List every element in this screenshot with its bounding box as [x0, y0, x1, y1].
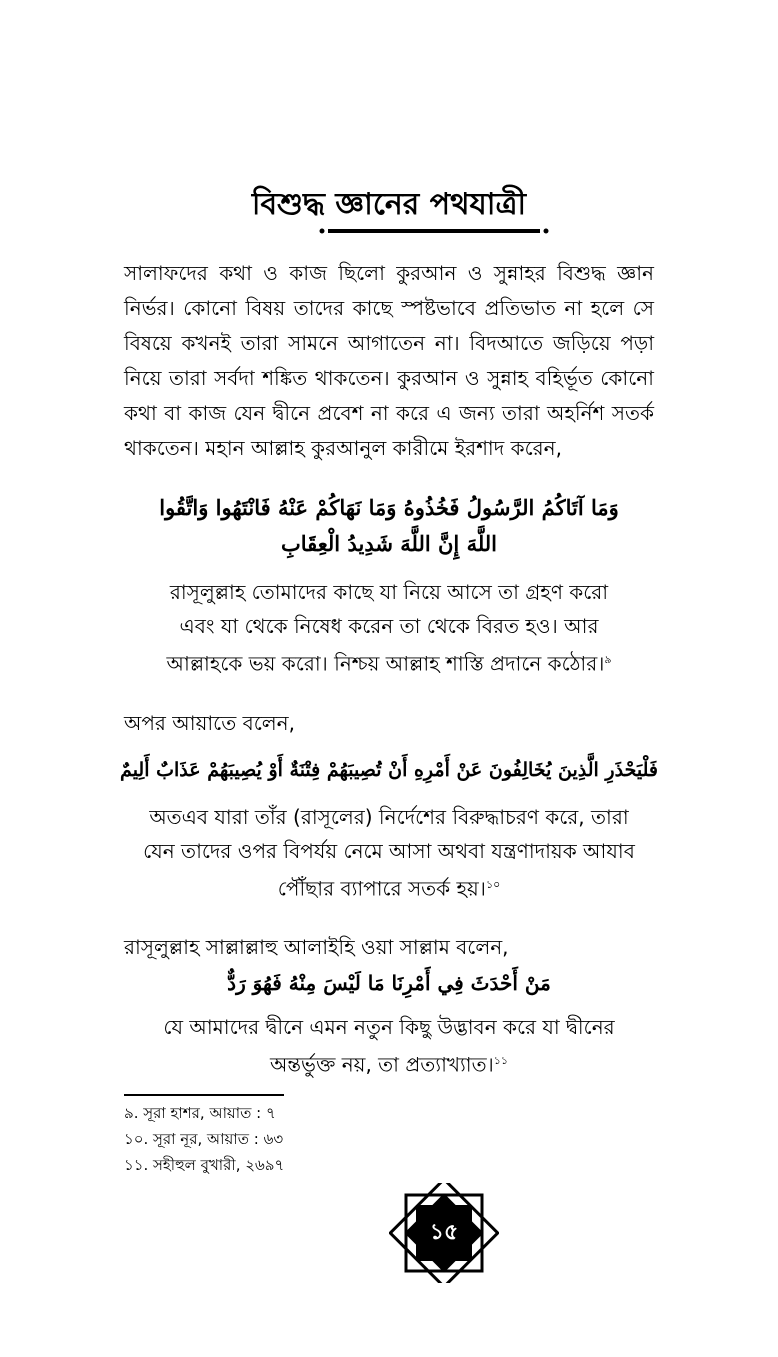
footnote-ref-11: ১১ [493, 1054, 509, 1067]
title-underline-ornament [318, 224, 550, 238]
page-title: বিশুদ্ধ জ্ঞানের পথযাত্রী [251, 187, 527, 222]
footnote-ref-9: ৯ [604, 653, 612, 666]
footnote-11: ১১. সহীহুল বুখারী, ২৬৯৭ [124, 1156, 285, 1174]
verse-2-translation [140, 800, 638, 906]
verse-2-translation-text: অতএব যারা তাঁর (রাসূলের) নির্দেশের বিরুদ্ধাচরণ করে, তারা যেন তাদের ওপর বিপর্যয় নেমে আসা অথবা যন্ত্রণাদায়ক আযাব পৌঁছার ব্যাপারে সতর্ক হয়। [143, 805, 635, 901]
page-number-badge [389, 1183, 499, 1283]
verse-1-translation [150, 575, 628, 681]
body-paragraph: সালাফদের কথা ও কাজ ছিলো কুরআন ও সুন্নাহর বিশুদ্ধ জ্ঞান নির্ভর। কোনো বিষয় তাদের কাছে স্পষ্টভাবে প্রতিভাত না হলে সে বিষয়ে কখনই তারা সামনে আগাতেন না। বিদআতে জড়িয়ে পড়া নিয়ে তারা সর্বদা শঙ্কিত থাকতেন। কুরআন ও সুন্নাহ বহির্ভূত কোনো কথা বা কাজ যেন দ্বীনে প্রবেশ না করে এ জন্য তারা অহর্নিশ সতর্ক থাকতেন। মহান আল্লাহ কুরআনুল কারীমে ইরশাদ করেন, [124, 261, 654, 460]
page-number: ১৫ [429, 1220, 459, 1245]
footnotes [124, 1100, 524, 1178]
footnote-9: ৯. সূরা হাশর, আয়াত : ৭ [124, 1104, 276, 1122]
footnote-ref-10: ১০ [485, 878, 501, 891]
footnote-divider [124, 1094, 284, 1096]
verse-1-translation-text: রাসূলুল্লাহ তোমাদের কাছে যা নিয়ে আসে তা গ্রহণ করো এবং যা থেকে নিষেধ করেন তা থেকে বিরত হও। আর আল্লাহকে ভয় করো। নিশ্চয় আল্লাহ শাস্তি প্রদানে কঠোর। [166, 580, 609, 676]
quran-verse-1-line2: اللَّهَ إِنَّ اللَّهَ شَدِيدُ الْعِقَابِ [280, 531, 498, 556]
quran-verse-1-line1: وَمَا آتَاكُمُ الرَّسُولُ فَخُذُوهُ وَمَا نَهَاكُمْ عَنْهُ فَانْتَهُوا وَاتَّقُوا [159, 495, 619, 520]
footnote-10: ১০. সূরা নূর, আয়াত : ৬৩ [124, 1130, 284, 1148]
quran-verse-1 [120, 490, 658, 562]
quran-verse-2: فَلْيَحْذَرِ الَّذِينَ يُخَالِفُونَ عَنْ أَمْرِهِ أَنْ تُصِيبَهُمْ فِتْنَةٌ أَوْ يُصِيبَهُمْ عَذَابٌ أَلِيمٌ [120, 759, 658, 781]
hadith-arabic: مَنْ أَحْدَثَ فِي أَمْرِنَا مَا لَيْسَ مِنْهُ فَهُوَ رَدٌّ [227, 971, 551, 995]
intro-hadith: রাসূলুল্লাহ সাল্লাল্লাহু আলাইহি ওয়া সাল্লাম বলেন, [124, 935, 509, 959]
hadith-translation [140, 1010, 638, 1082]
hadith-translation-text: যে আমাদের দ্বীনে এমন নতুন কিছু উদ্ভাবন করে যা দ্বীনের অন্তর্ভুক্ত নয়, তা প্রত্যাখ্যাত। [163, 1015, 615, 1077]
intro-verse-2: অপর আয়াতে বলেন, [124, 711, 295, 735]
